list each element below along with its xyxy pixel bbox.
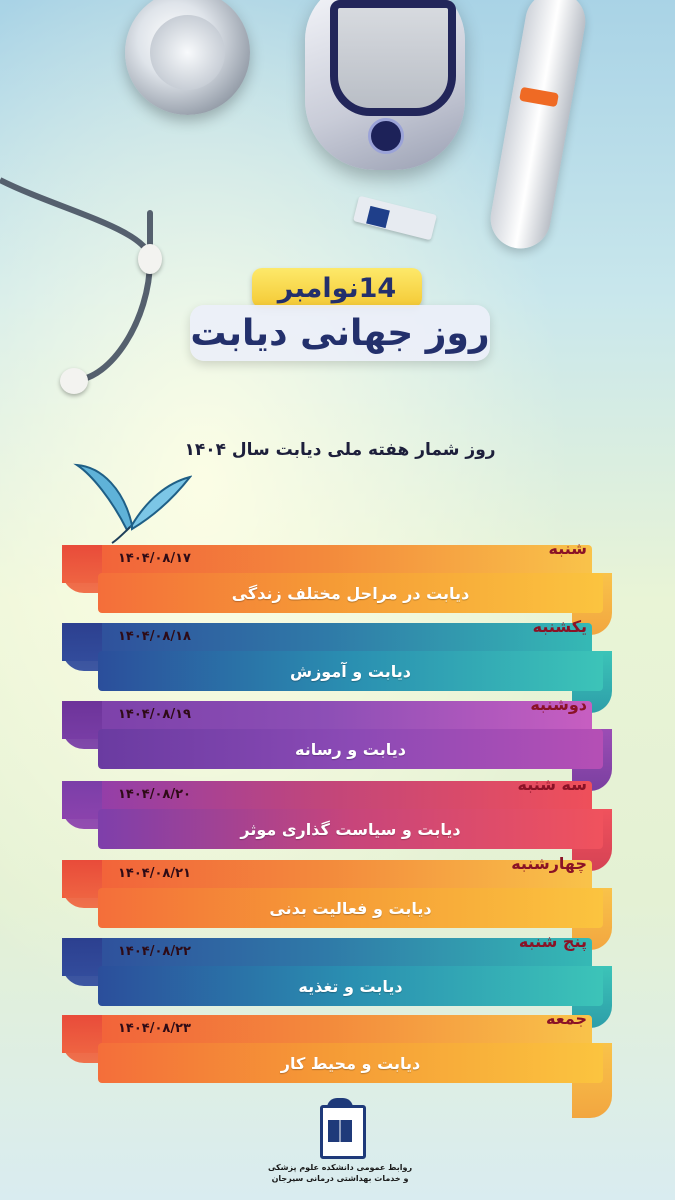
day-label: شنبه [548, 539, 587, 558]
organization-name [230, 1162, 450, 1184]
schedule-row [0, 539, 675, 625]
topic-label: دیابت و رسانه [295, 739, 406, 759]
day-label: چهارشنبه [511, 854, 587, 873]
date-label: ۱۴۰۴/۰۸/۲۲ [118, 944, 191, 959]
day-label: سه شنبه [517, 775, 587, 794]
date-label: ۱۴۰۴/۰۸/۱۷ [118, 551, 191, 566]
ribbon-fold [62, 701, 102, 749]
organization-line-1: روابط عمومی دانشکده علوم پزشکی [267, 1163, 413, 1172]
schedule-heading: روز شمار هفته ملی دیابت سال ۱۴۰۴ [184, 440, 496, 460]
test-strip-icon [353, 196, 437, 241]
date-label: ۱۴۰۴/۰۸/۲۱ [118, 866, 191, 881]
topic-label: دیابت و محیط کار [280, 1053, 421, 1073]
date-label: ۱۴۰۴/۰۸/۱۹ [118, 707, 191, 722]
lancet-pen-icon [486, 0, 590, 253]
schedule-row [0, 775, 675, 861]
topic-label: دیابت و تغذیه [298, 976, 403, 996]
glucometer-screen [330, 0, 456, 116]
day-label: یکشنبه [532, 617, 587, 636]
schedule-row [0, 932, 675, 1018]
date-label: ۱۴۰۴/۰۸/۱۸ [118, 629, 191, 644]
stethoscope-diaphragm [150, 15, 225, 90]
date-label: ۱۴۰۴/۰۸/۲۰ [118, 787, 191, 802]
ribbon-fold [62, 860, 102, 908]
topic-label: دیابت و سیاست گذاری موثر [240, 819, 461, 839]
day-label: پنج شنبه [518, 932, 587, 951]
butterfly-icon [72, 455, 192, 545]
page-title: روز جهانی دیابت [190, 305, 490, 361]
day-label: دوشنبه [530, 695, 587, 714]
topic-label: دیابت در مراحل مختلف زندگی [231, 583, 470, 603]
topic-label: دیابت و فعالیت بدنی [269, 898, 432, 918]
topic-label: دیابت و آموزش [290, 661, 411, 681]
stethoscope-tube-icon [0, 150, 180, 410]
ribbon-fold [62, 781, 102, 829]
ribbon-fold [62, 623, 102, 671]
day-label: جمعه [546, 1009, 587, 1028]
ribbon-fold [62, 938, 102, 986]
ribbon-fold [62, 545, 102, 593]
schedule-row [0, 617, 675, 703]
book-icon [328, 1120, 352, 1142]
schedule-row [0, 854, 675, 940]
schedule-row [0, 1009, 675, 1095]
schedule-row [0, 695, 675, 781]
date-badge: 14نوامبر [252, 268, 422, 308]
organization-line-2: و خدمات بهداشتی درمانی سیرجان [271, 1174, 409, 1183]
stethoscope-earpiece-icon [138, 244, 162, 274]
ribbon-fold [62, 1015, 102, 1063]
stethoscope-earpiece-icon [60, 368, 88, 394]
date-label: ۱۴۰۴/۰۸/۲۳ [118, 1021, 191, 1036]
power-icon [368, 118, 404, 154]
